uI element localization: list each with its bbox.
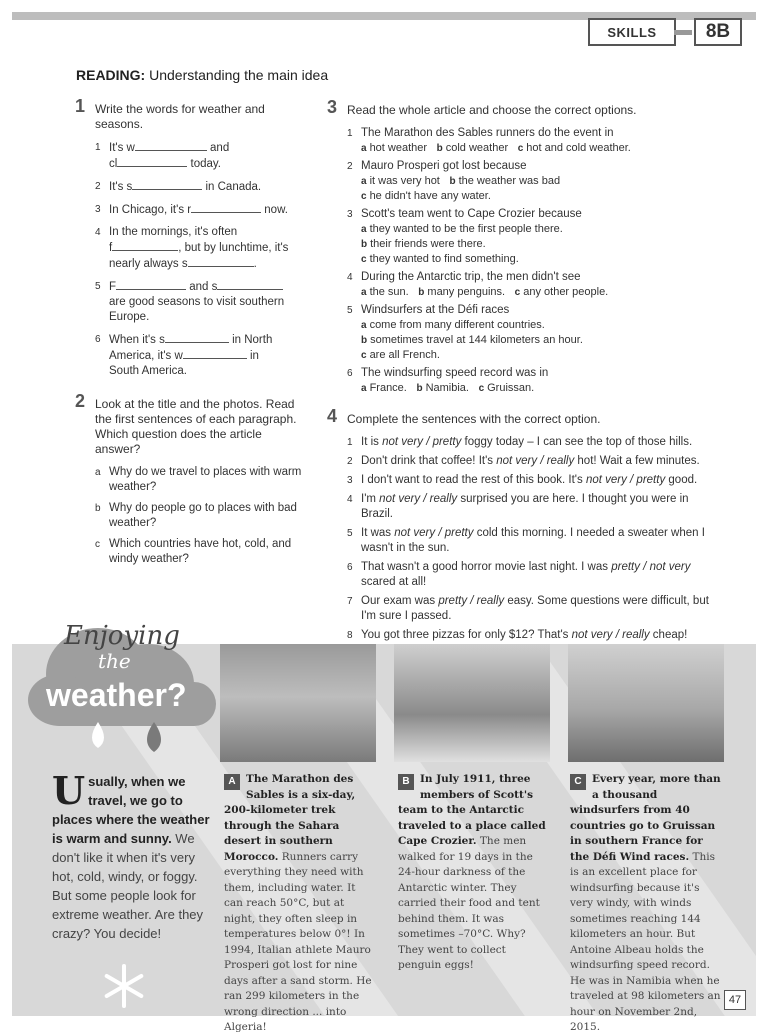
choice-options[interactable]: not very / pretty [585, 474, 666, 486]
question-text: The Marathon des Sables runners do the event in [361, 127, 614, 139]
item-number: 1 [95, 142, 101, 153]
option-text: Why do people go to places with bad weather? [109, 502, 297, 529]
item-number: 5 [95, 281, 101, 292]
item-text: today. [187, 158, 221, 170]
option-letter: b [95, 503, 101, 514]
list-item [95, 279, 305, 325]
item-text: in Canada. [202, 181, 262, 193]
option[interactable]: b the weather was bad [449, 175, 561, 187]
exercise-4 [327, 406, 717, 647]
option[interactable]: a they wanted to be the first people there. [361, 223, 563, 235]
option[interactable]: a the sun. [361, 286, 409, 298]
question-text: Windsurfers at the Défi races [361, 304, 510, 316]
list-item: 5 It was not very / pretty cold this morning. I needed a sweater when I wasn't in the sun. [347, 527, 705, 554]
answer-blank[interactable] [165, 332, 229, 343]
list-item [347, 366, 707, 396]
answer-blank[interactable] [112, 240, 178, 251]
article-body: Runners carry everything they need with them, including water. It can reach 50°C, but at night, they often sleep in temperatures below 0°! In 1994, Italian athlete Mauro Prosperi got lost for nine days after a sand storm. He ran 299 kilometers in the wrong direction ... into Algeria! [224, 850, 372, 1033]
exercise-1 [75, 96, 305, 386]
list-item: 4 I'm not very / really surprised you are here. I thought you were in Brazil. [347, 493, 689, 520]
exercise-instruction: Write the words for weather and seasons. [95, 102, 265, 131]
option[interactable]: c hot and cold weather. [517, 142, 631, 154]
article-b [398, 772, 550, 974]
list-item[interactable] [95, 501, 305, 531]
photo-desert-runners [220, 644, 376, 762]
item-text: now. [261, 204, 288, 216]
photo-antarctic-team [394, 644, 550, 762]
option[interactable]: c are all French. [361, 349, 440, 361]
drop-cap: U [52, 768, 86, 813]
item-number: 2 [95, 181, 101, 192]
choice-options[interactable]: not very / really [379, 493, 458, 505]
answer-blank[interactable] [132, 179, 202, 190]
exercise-number: 4 [327, 406, 338, 426]
item-text: and s [186, 281, 218, 293]
item-number: 3 [347, 475, 353, 486]
list-item: 6 That wasn't a good horror movie last night. I was pretty / not very scared at all! [347, 561, 691, 588]
choice-options[interactable]: not very / really [571, 629, 650, 641]
question-text: The windsurfing speed record was in [361, 367, 549, 379]
section-title [76, 67, 328, 83]
article-lead: Every year, more than a thousand windsurfers from 40 countries go to Gruissan in southern France for the Défi Wind races. [570, 773, 721, 863]
list-item [347, 270, 707, 300]
option[interactable]: a it was very hot [361, 175, 440, 187]
option[interactable]: c they wanted to find something. [361, 253, 519, 265]
option[interactable]: a hot weather [361, 142, 428, 154]
list-item: 1 It is not very / pretty foggy today – I can see the top of those hills. [347, 436, 693, 448]
option-letter: c [95, 539, 100, 550]
intro-lead: sually, when we travel, we go to places where the weather is warm and sunny. [52, 774, 210, 846]
item-text: It's s [109, 181, 133, 193]
answer-blank[interactable] [117, 156, 187, 167]
answer-blank[interactable] [191, 202, 261, 213]
article-badge: A [224, 774, 240, 790]
cloud-title-line1: Enjoying [64, 621, 180, 651]
item-number: 1 [347, 128, 353, 139]
answer-blank[interactable] [135, 140, 207, 151]
item-number: 7 [347, 596, 353, 607]
cloud-title-line2: the [98, 649, 131, 673]
list-item: 3 I don't want to read the rest of this book. It's not very / pretty good. [347, 474, 698, 486]
option-text: Which countries have hot, cold, and windy weather? [109, 538, 292, 565]
list-item: 7 Our exam was pretty / really easy. Some questions were difficult, but I'm sure I passed. [347, 595, 709, 622]
item-number: 4 [347, 494, 353, 505]
article-lead: In July 1911, three members of Scott's team to the Antarctic traveled to a place called Cape Crozier. [398, 773, 546, 847]
answer-blank[interactable] [183, 348, 247, 359]
item-number: 3 [95, 204, 101, 215]
item-text: In the mornings, it's often [109, 226, 238, 238]
choice-options[interactable]: not very / pretty [382, 436, 462, 448]
exercise-number: 1 [75, 96, 86, 116]
exercise-number: 3 [327, 97, 338, 117]
article-body: This is an excellent place for windsurfing because it's very windy, with winds sometimes reaching 144 kilometers an hour. But Antoine Albeau holds the windsurfing speed record. He was in Namibia when he traveled at 98 kilometers an hour on November 2nd, 2015. [570, 850, 721, 1033]
list-item [95, 332, 305, 379]
article-badge: C [570, 774, 586, 790]
item-text: and [206, 142, 230, 154]
question-text: Scott's team went to Cape Crozier because [361, 208, 582, 220]
item-text: It's w [109, 142, 135, 154]
exercise-instruction: Read the whole article and choose the correct options. [347, 103, 637, 117]
item-text: In Chicago, it's r [109, 204, 192, 216]
unit-label: 8B [694, 18, 742, 46]
list-item: 8 You got three pizzas for only $12? That's not very / really cheap! [347, 629, 688, 641]
item-text: South America. [109, 365, 187, 377]
choice-options[interactable]: pretty / really [438, 595, 505, 607]
intro-text: We don't like it when it's very hot, cold, windy, or foggy. But some people look for extreme weather. Are they crazy? You decide! [52, 831, 204, 941]
option[interactable]: b cold weather [436, 142, 509, 154]
exercise-instruction: Look at the title and the photos. Read the first sentences of each paragraph. Which question does the article answer? [95, 397, 297, 456]
item-text: cl [109, 158, 118, 170]
item-text: . [253, 258, 257, 270]
option-text: Why do we travel to places with warm weather? [109, 466, 302, 493]
item-text: nearly always s [109, 258, 188, 270]
item-number: 5 [347, 305, 353, 316]
item-text: , but by lunchtime, it's [178, 242, 289, 254]
item-text: F [109, 281, 117, 293]
list-item [347, 159, 707, 204]
question-text: During the Antarctic trip, the men didn't see [361, 271, 581, 283]
item-text: Europe. [109, 311, 150, 323]
item-number: 4 [347, 272, 353, 283]
item-text: When it's s [109, 334, 165, 346]
item-text: are good seasons to visit southern [109, 296, 285, 308]
option[interactable]: b their friends were there. [361, 238, 486, 250]
article-lead: The Marathon des Sables is a six-day, 200-kilometer trek through the Sahara desert in southern Morocco. [224, 773, 356, 863]
item-number: 6 [95, 334, 101, 345]
option[interactable]: c Gruissan. [478, 382, 535, 394]
answer-blank[interactable] [217, 279, 283, 290]
list-item[interactable] [95, 537, 305, 567]
article-c [570, 772, 722, 1036]
list-item [95, 140, 305, 172]
item-text: America, it's w [109, 350, 183, 362]
item-number: 6 [347, 368, 353, 379]
answer-blank[interactable] [116, 279, 186, 290]
article-body: The men walked for 19 days in the 24-hour darkness of the Antarctic winter. They carried their food and tent behind them. It was sometimes –70°C. Why? They went to collect penguin eggs! [398, 835, 540, 971]
snowflake-icon [100, 962, 148, 1010]
exercise-2 [75, 391, 305, 573]
item-number: 8 [347, 630, 353, 641]
cloud-title-graphic [20, 612, 216, 762]
item-text: in North [228, 334, 273, 346]
article-intro [52, 768, 212, 943]
item-number: 2 [347, 456, 353, 467]
photo-windsurfers [568, 644, 724, 762]
cloud-title-line3: weather? [46, 677, 187, 713]
option[interactable]: c he didn't have any water. [361, 190, 491, 202]
choice-options[interactable]: pretty / not very [611, 561, 691, 573]
option[interactable]: a France. [361, 382, 407, 394]
option-letter: a [95, 467, 101, 478]
list-item [347, 207, 707, 267]
skills-label: SKILLS [588, 18, 676, 46]
item-number: 2 [347, 161, 353, 172]
answer-blank[interactable] [188, 256, 254, 267]
list-item[interactable] [95, 465, 305, 495]
exercise-number: 2 [75, 391, 86, 411]
item-text: f [109, 242, 113, 254]
list-item [95, 202, 305, 218]
option[interactable]: a come from many different countries. [361, 319, 545, 331]
option[interactable]: b many penguins. [418, 286, 506, 298]
raindrop-icon [147, 722, 161, 752]
list-item [347, 303, 707, 363]
option[interactable]: c any other people. [514, 286, 609, 298]
item-text: in [246, 350, 259, 362]
article-a [224, 772, 376, 1036]
exercise-instruction: Complete the sentences with the correct option. [347, 412, 601, 426]
item-number: 3 [347, 209, 353, 220]
exercise-3 [327, 97, 707, 399]
option[interactable]: b Namibia. [416, 382, 469, 394]
item-number: 5 [347, 528, 353, 539]
choice-options[interactable]: not very / really [496, 455, 575, 467]
list-item [347, 126, 707, 156]
item-number: 4 [95, 227, 101, 238]
question-text: Mauro Prosperi got lost because [361, 160, 527, 172]
choice-options[interactable]: not very / pretty [394, 527, 474, 539]
list-item: 2 Don't drink that coffee! It's not very / really hot! Wait a few minutes. [347, 455, 700, 467]
section-title-rest: Understanding the main idea [145, 67, 329, 83]
item-number: 6 [347, 562, 353, 573]
list-item [95, 179, 305, 195]
page-number: 47 [724, 990, 746, 1010]
list-item [95, 225, 305, 272]
item-number: 1 [347, 437, 353, 448]
article-badge: B [398, 774, 414, 790]
option[interactable]: b sometimes travel at 144 kilometers an hour. [361, 334, 583, 346]
section-title-bold: READING: [76, 67, 146, 83]
